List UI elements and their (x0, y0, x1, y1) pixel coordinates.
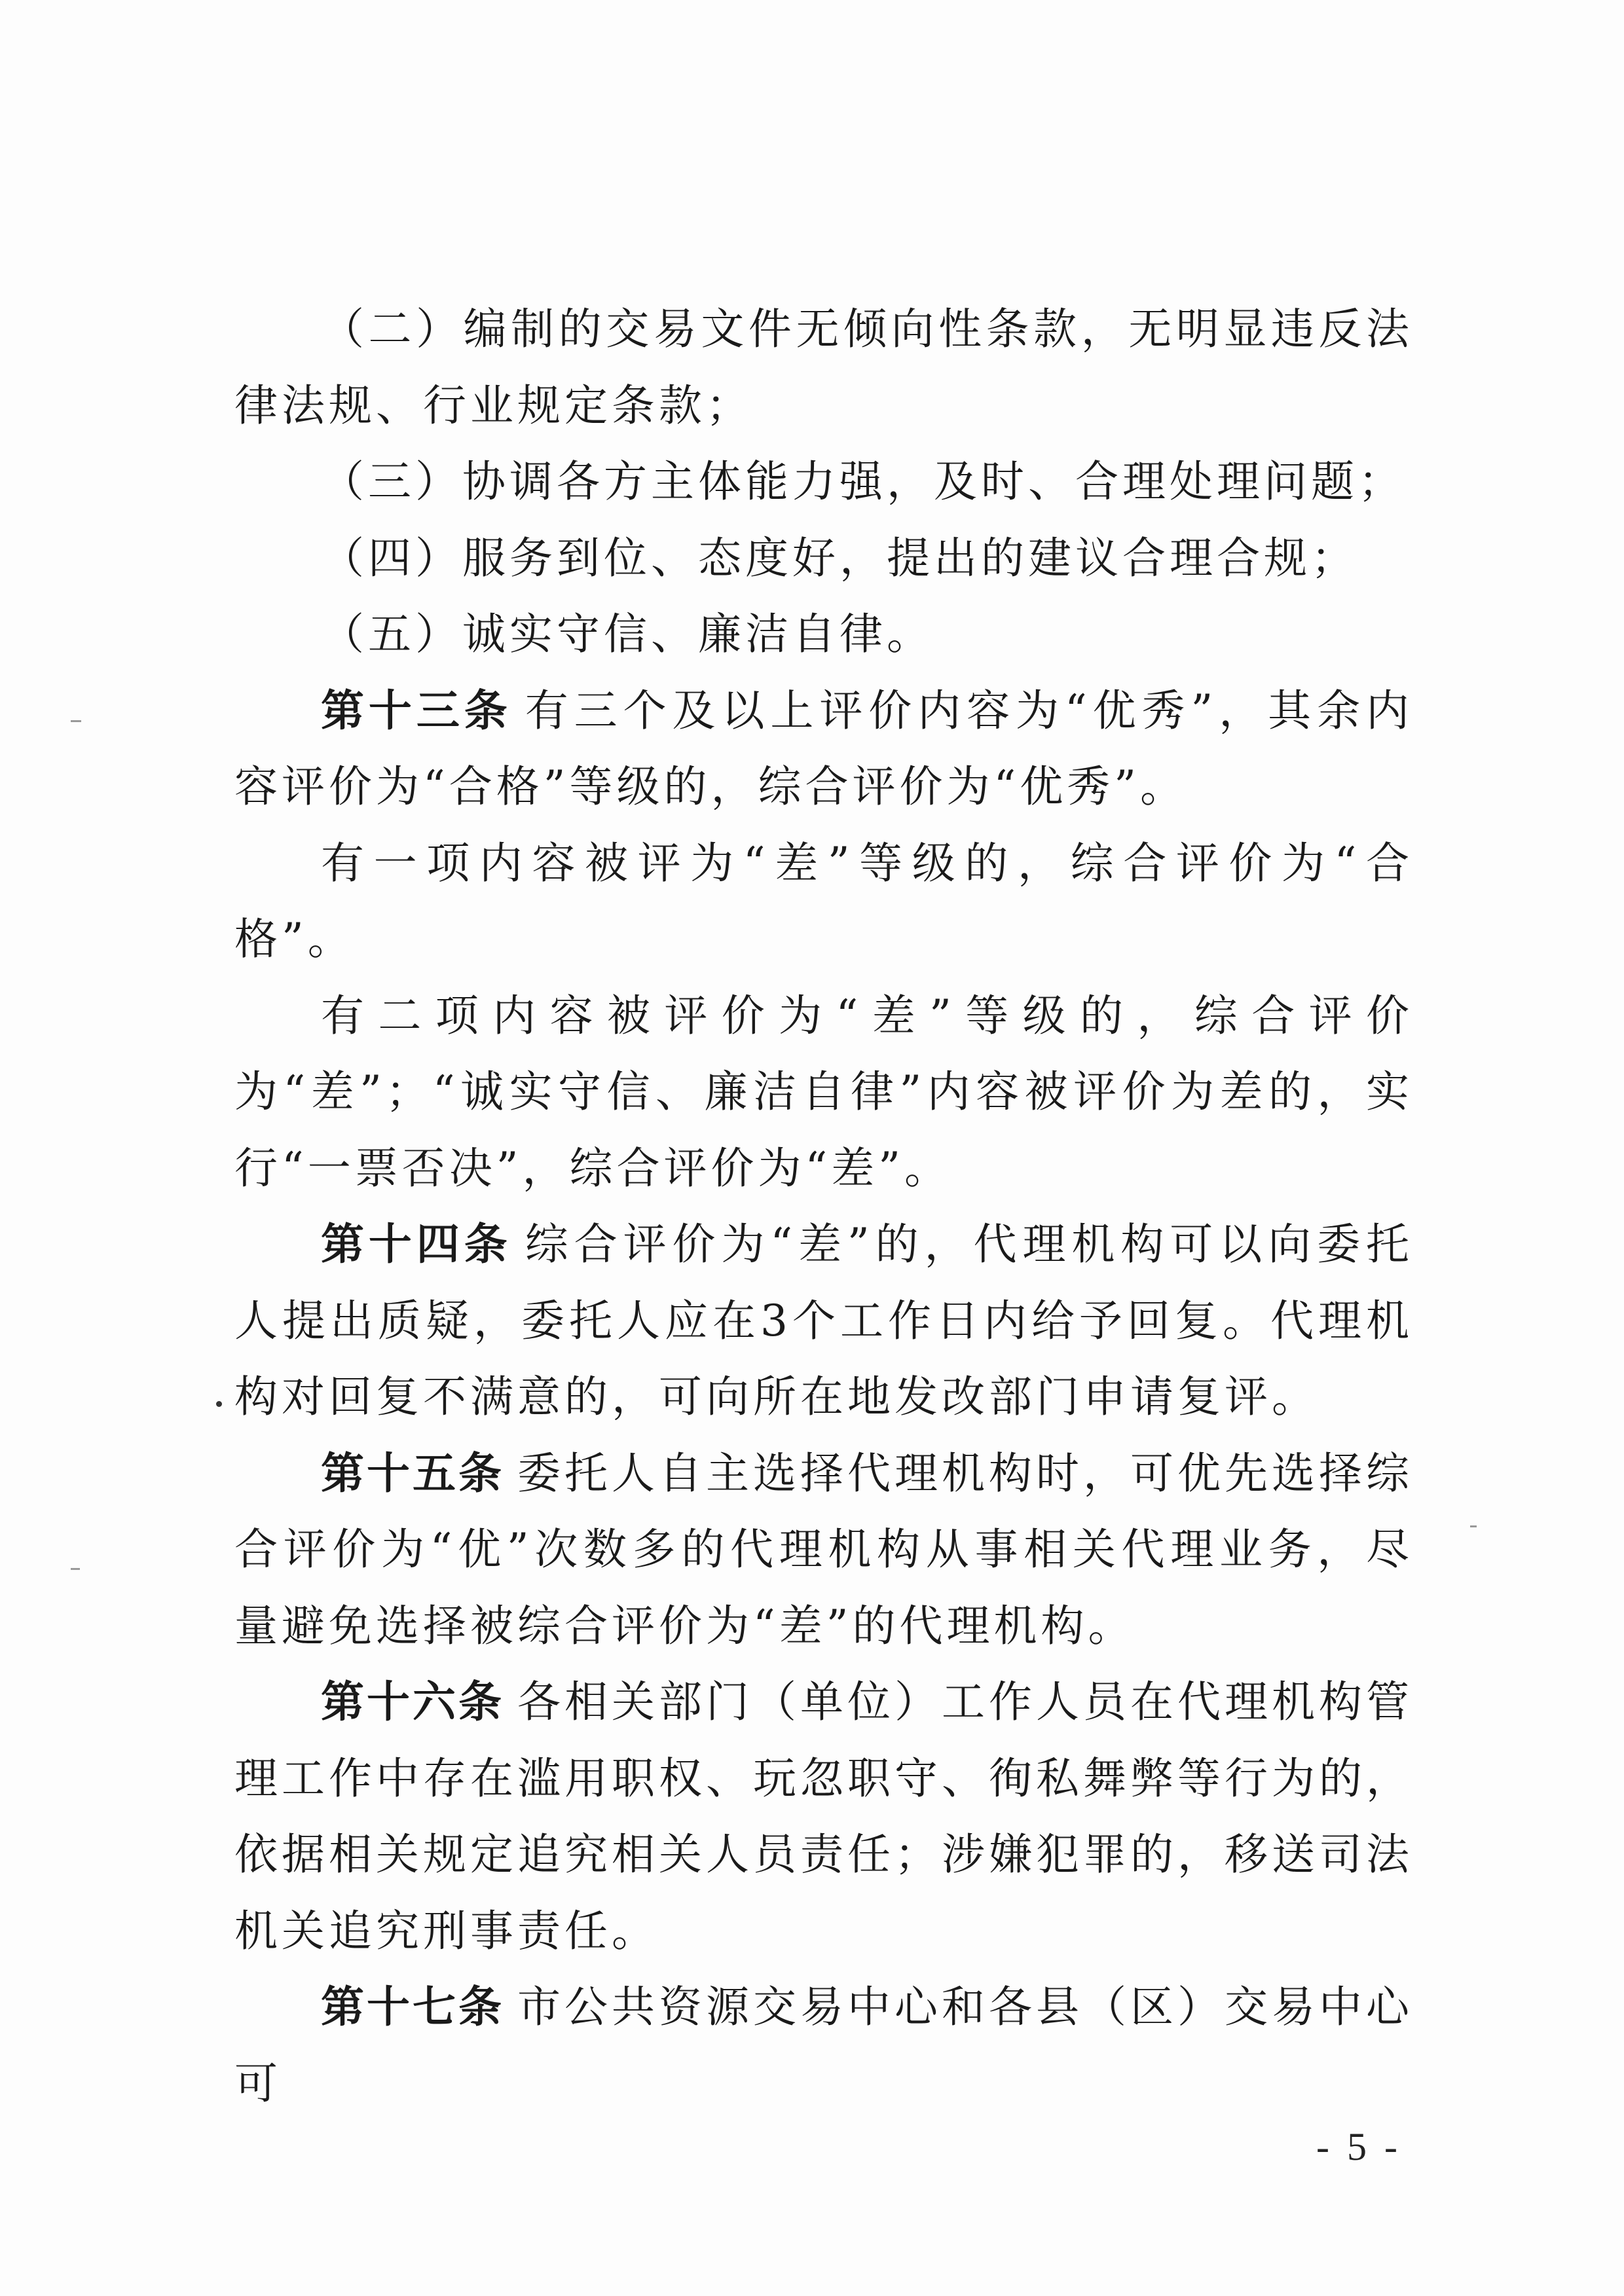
paragraph-item-3 (234, 444, 1413, 520)
article-13-clause-2 (234, 826, 1413, 978)
paragraph-text: 委托人自主选择代理机构时，可优先选择综合评价为“优”次数多的代理机构从事相关代理业务，尽量避免选择被综合评价为“差”的代理机构。 (234, 1448, 1413, 1651)
paragraph-text: 综合评价为“差”的，代理机构可以向委托人提出质疑，委托人应在3个工作日内给予回复。代理机构对回复不满意的，可向所在地发改部门申请复评。 (234, 1219, 1414, 1422)
scan-mark (1470, 1525, 1477, 1527)
paragraph-item-2 (234, 291, 1413, 444)
article-title: 第十六条 (321, 1677, 504, 1727)
paragraph-text: 市公共资源交易中心和各县（区）交易中心可 (234, 1982, 1413, 2109)
page-number: - 5 - (1316, 2125, 1401, 2168)
article-title: 第十七条 (321, 1982, 504, 2032)
scan-mark (71, 1568, 80, 1570)
paragraph-text: 有一项内容被评为“差”等级的，综合评价为“合格”。 (234, 837, 1413, 964)
scan-speck (216, 1401, 222, 1407)
article-13 (234, 673, 1413, 826)
paragraph-item-5 (234, 596, 1413, 673)
paragraph-text: （四）服务到位、态度好，提出的建议合理合规； (321, 532, 1358, 583)
paragraph-text: （二）编制的交易文件无倾向性条款，无明显违反法律法规、行业规定条款； (234, 304, 1413, 431)
paragraph-item-4 (234, 520, 1413, 597)
paragraph-text: 有二项内容被评价为“差”等级的，综合评价为“差”；“诚实守信、廉洁自律”内容被评价为差的，实行“一票否决”，综合评价为“差”。 (234, 990, 1413, 1194)
paragraph-text: （三）协调各方主体能力强，及时、合理处理问题； (321, 456, 1405, 507)
article-13-clause-3 (234, 978, 1413, 1207)
document-body (234, 291, 1413, 2122)
article-17 (234, 1969, 1413, 2122)
paragraph-text: （五）诚实守信、廉洁自律。 (321, 609, 934, 659)
article-title: 第十三条 (321, 685, 512, 736)
article-title: 第十五条 (321, 1448, 504, 1499)
scan-mark (71, 720, 81, 722)
article-16 (234, 1664, 1413, 1969)
article-15 (234, 1436, 1413, 1665)
article-14 (234, 1207, 1413, 1436)
paragraph-text: 有三个及以上评价内容为“优秀”，其余内容评价为“合格”等级的，综合评价为“优秀”。 (234, 685, 1414, 812)
paragraph-text: 各相关部门（单位）工作人员在代理机构管理工作中存在滥用职权、玩忽职守、徇私舞弊等行为的，依据相关规定追究相关人员责任；涉嫌犯罪的，移送司法机关追究刑事责任。 (234, 1677, 1413, 1956)
article-title: 第十四条 (321, 1219, 512, 1269)
